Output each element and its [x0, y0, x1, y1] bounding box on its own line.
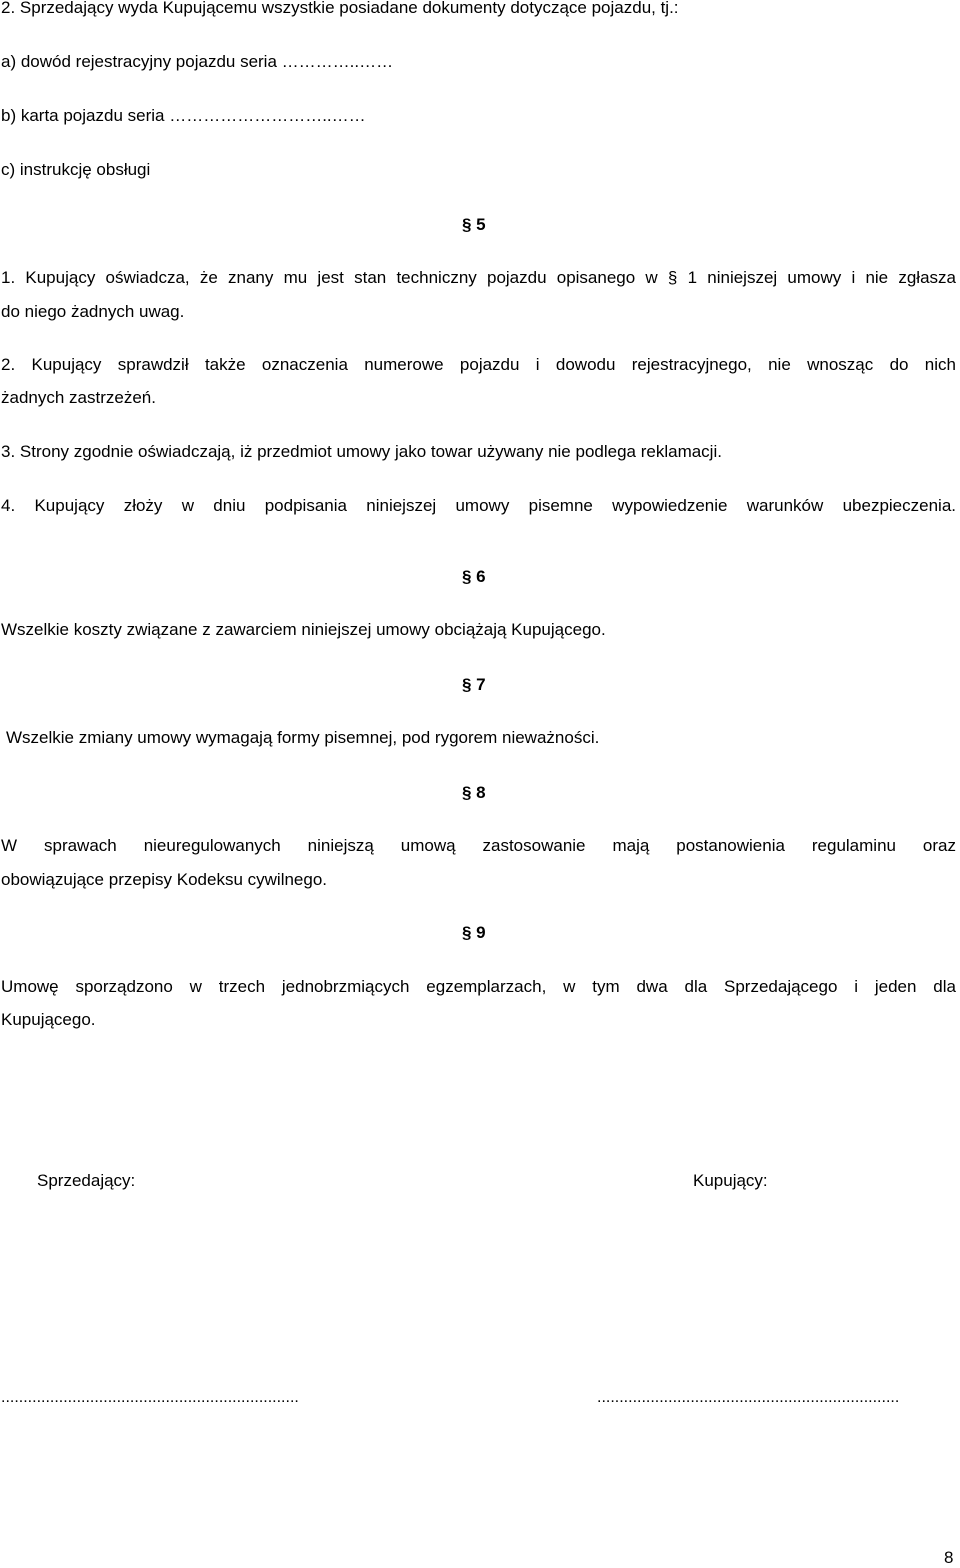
seller-signature-line: ................................................................... [1, 1389, 299, 1406]
buyer-signature-label: Kupujący: [693, 1171, 768, 1190]
section-7-text: Wszelkie zmiany umowy wymagają formy pisemnej, pod rygorem nieważności. [6, 728, 600, 747]
section-5-point-2-line-1: 2. Kupujący sprawdził także oznaczenia numerowe pojazdu i dowodu rejestracyjnego, nie wnosząc do nich [1, 355, 956, 374]
seller-signature-label: Sprzedający: [37, 1171, 136, 1190]
section-5-heading: § 5 [462, 215, 486, 234]
buyer-signature-line: .................................................................... [597, 1389, 900, 1406]
section-8-line-2: obowiązujące przepisy Kodeksu cywilnego. [1, 870, 328, 889]
section-7-heading: § 7 [462, 675, 486, 694]
section-9-heading: § 9 [462, 923, 486, 942]
item-vehicle-card: b) karta pojazdu seria ………………………..…… [1, 106, 366, 125]
section-6-heading: § 6 [462, 567, 486, 586]
section-5-point-4: 4. Kupujący złoży w dniu podpisania niniejszej umowy pisemne wypowiedzenie warunków ubezpieczenia. [1, 496, 956, 515]
section-6-text: Wszelkie koszty związane z zawarciem niniejszej umowy obciążają Kupującego. [1, 620, 606, 639]
page-number: 8 [944, 1548, 954, 1567]
section-5-point-1-line-2: do niego żadnych uwag. [1, 302, 185, 321]
section-8-heading: § 8 [462, 783, 486, 802]
section-5-point-1-line-1: 1. Kupujący oświadcza, że znany mu jest stan techniczny pojazdu opisanego w § 1 niniejszej umowy i nie zgłasza [1, 268, 956, 287]
seller-documents-line: 2. Sprzedający wyda Kupującemu wszystkie posiadane dokumenty dotyczące pojazdu, tj.: [1, 0, 679, 17]
section-5-point-2-line-2: żadnych zastrzeżeń. [1, 388, 156, 407]
section-9-line-1: Umowę sporządzono w trzech jednobrzmiących egzemplarzach, w tym dwa dla Sprzedającego i jeden dla [1, 977, 956, 996]
section-9-line-2: Kupującego. [1, 1010, 96, 1029]
section-5-point-3: 3. Strony zgodnie oświadczają, iż przedmiot umowy jako towar używany nie podlega reklamacji. [1, 442, 722, 461]
item-registration-document: a) dowód rejestracyjny pojazdu seria …………..…… [1, 52, 394, 71]
item-user-manual: c) instrukcję obsługi [1, 160, 151, 179]
section-8-line-1: W sprawach nieuregulowanych niniejszą umową zastosowanie mają postanowienia regulaminu oraz [1, 836, 956, 855]
